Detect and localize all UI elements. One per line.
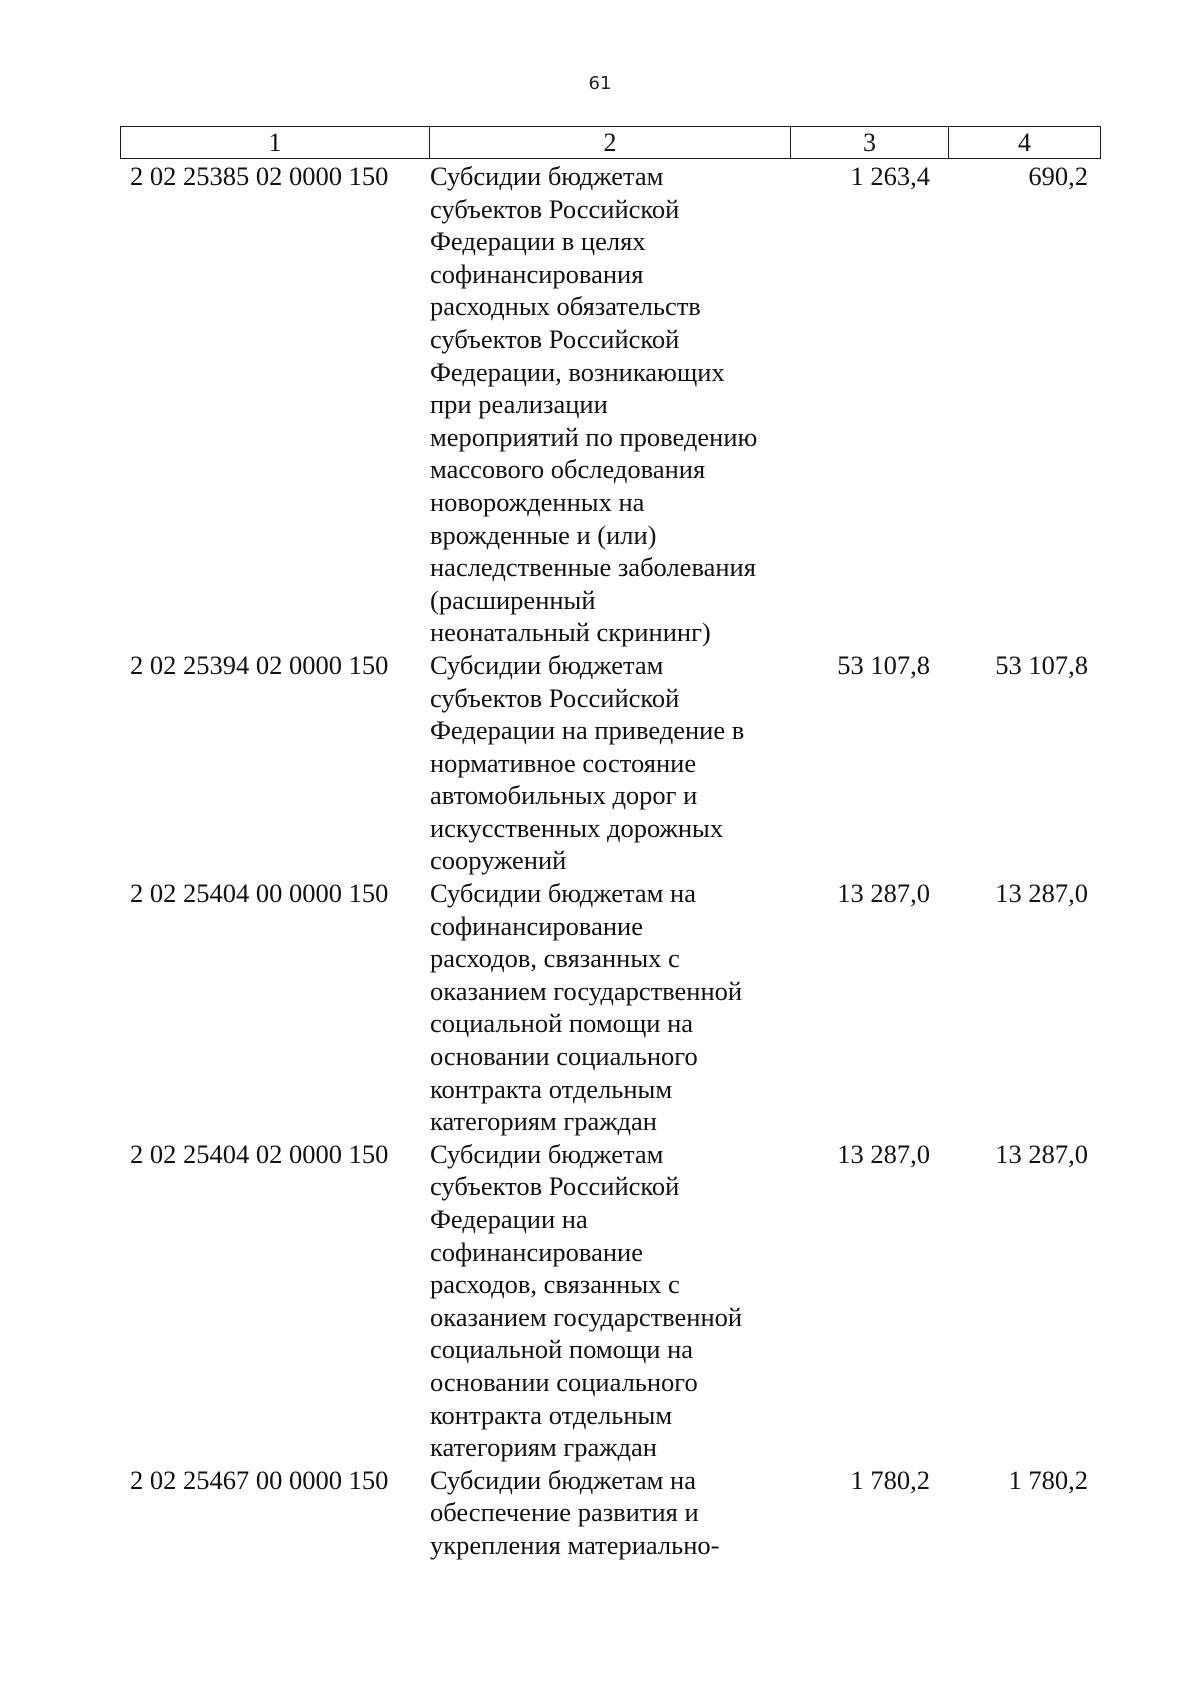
description-line: врожденные и (или) (430, 519, 657, 550)
amount-column-4: 53 107,8 (995, 649, 1088, 680)
description-line: мероприятий по проведению (430, 421, 758, 452)
description-line: оказанием государственной (430, 1301, 743, 1332)
description-line: субъектов Российской (430, 682, 680, 713)
amount-column-4: 690,2 (1028, 161, 1088, 191)
description-line: массового обследования (430, 454, 706, 485)
description-line: Субсидии бюджетам (430, 1138, 664, 1169)
amount-column-3: 53 107,8 (837, 649, 930, 680)
description-line: (расширенный (430, 584, 596, 615)
description-line: наследственные заболевания (430, 552, 756, 583)
column-header-row (121, 127, 1101, 159)
amount-column-4: 1 780,2 (1008, 1464, 1088, 1495)
table-row (120, 1138, 1100, 1464)
income-description (418, 877, 790, 1138)
description-line: обеспечение развития и (430, 1497, 699, 1528)
budget-code: 2 02 25385 02 0000 150 (130, 161, 389, 191)
description-line: автомобильных дорог и (430, 780, 698, 811)
description-line: сооружений (430, 845, 567, 876)
description-line: категориям граждан (430, 1432, 657, 1463)
amount-column-3: 1 263,4 (850, 161, 930, 191)
description-line: при реализации (430, 389, 608, 420)
description-line: софинансирование (430, 910, 643, 941)
page-number: 61 (588, 73, 612, 94)
description-line: Субсидии бюджетам на (430, 1464, 696, 1495)
column-header-4: 4 (949, 127, 1101, 159)
budget-code: 2 02 25394 02 0000 150 (130, 649, 389, 680)
budget-rows (120, 160, 1100, 1562)
description-line: социальной помощи на (430, 1008, 694, 1039)
description-line: Субсидии бюджетам (430, 161, 664, 191)
description-line: Федерации в целях (430, 226, 646, 257)
description-line: категориям граждан (430, 1106, 657, 1137)
description-line: расходных обязательств (430, 291, 701, 322)
description-line: субъектов Российской (430, 323, 680, 354)
description-line: искусственных дорожных (430, 812, 724, 843)
description-line: Субсидии бюджетам на (430, 878, 696, 909)
description-line: нормативное состояние (430, 747, 697, 778)
table-row (120, 160, 1100, 649)
description-line: новорожденных на (430, 486, 645, 517)
amount-column-4: 13 287,0 (995, 1138, 1088, 1169)
budget-code: 2 02 25404 00 0000 150 (130, 878, 389, 909)
description-line: субъектов Российской (430, 1171, 680, 1202)
budget-code: 2 02 25404 02 0000 150 (130, 1138, 389, 1169)
column-header-table (120, 126, 1101, 159)
description-line: расходов, связанных с (430, 943, 680, 974)
description-line: Федерации, возникающих (430, 356, 725, 387)
table-row (120, 877, 1100, 1138)
column-header-1: 1 (121, 127, 430, 159)
description-line: Федерации на приведение в (430, 715, 745, 746)
description-line: оказанием государственной (430, 975, 743, 1006)
description-line: основании социального (430, 1041, 698, 1072)
amount-column-3: 13 287,0 (837, 878, 930, 909)
budget-code: 2 02 25467 00 0000 150 (130, 1464, 389, 1495)
income-description (418, 1464, 790, 1562)
description-line: контракта отдельным (430, 1073, 673, 1104)
amount-column-3: 1 780,2 (850, 1464, 930, 1495)
description-line: Федерации на (430, 1204, 588, 1234)
description-line: социальной помощи на (430, 1334, 694, 1365)
column-header-2: 2 (430, 127, 791, 159)
column-header-3: 3 (791, 127, 949, 159)
description-line: расходов, связанных с (430, 1269, 680, 1300)
income-description (418, 160, 790, 649)
description-line: Субсидии бюджетам (430, 649, 664, 680)
income-description (418, 1138, 790, 1464)
description-line: контракта отдельным (430, 1399, 673, 1430)
description-line: основании социального (430, 1366, 698, 1397)
description-line: софинансирования (430, 258, 644, 289)
description-line: неонатальный скрининг) (430, 617, 711, 648)
description-line: укрепления материально- (430, 1529, 720, 1560)
amount-column-3: 13 287,0 (837, 1138, 930, 1169)
table-row (120, 1464, 1100, 1562)
table-row (120, 649, 1100, 877)
description-line: софинансирование (430, 1236, 643, 1267)
income-description (418, 649, 790, 877)
amount-column-4: 13 287,0 (995, 878, 1088, 909)
description-line: субъектов Российской (430, 193, 680, 224)
